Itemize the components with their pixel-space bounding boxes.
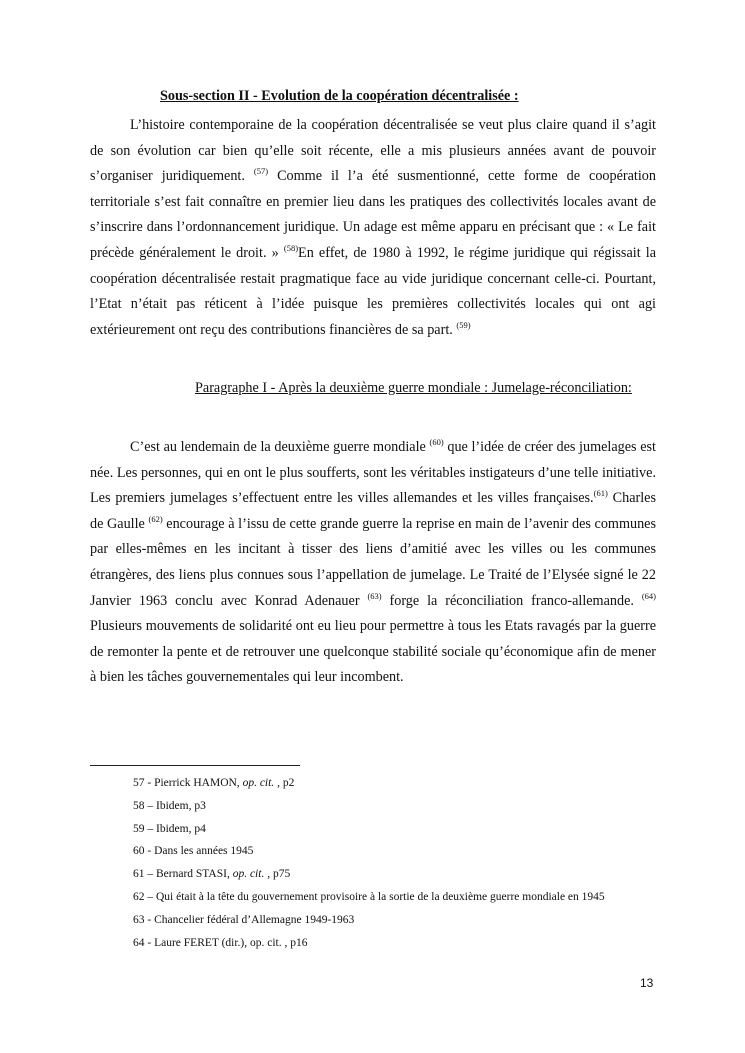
footnote-ref-60[interactable]: (60) [429, 437, 444, 447]
paragraph-text: En effet, de 1980 à 1992, le régime juridique qui régissait la coopération décentralisée restait pragmatique face au vide juridique concernant celle-ci. Pourtant, l’Etat n’était pas réticent à l’idée puisque les premières collectivités locales qui ont agi extérieurement ont reçu des contributions financières de sa part. [90, 244, 657, 338]
footnote-ref-61[interactable]: (61) [593, 488, 608, 499]
footnote-ref-62[interactable]: (62) [148, 513, 163, 524]
footnote-64: 64 - Laure FERET (dir.), op. cit. , p16 [133, 936, 308, 949]
footnote-ref-58[interactable]: (58) [283, 242, 299, 253]
section-heading: Sous-section II - Evolution de la coopération décentralisée : [160, 88, 519, 104]
page-number: 13 [640, 976, 654, 990]
paragraph-text: encourage à l’issu de cette grande guerre la reprise en main de l’avenir des communes par elles-mêmes en les incitant à tisser des liens d’amitié avec les villes ou les communes étrangères, des liens plus connues sous l’appellation de jumelage. Le Traité de l’Elysée signé le 22 Janvier 1963 conclu avec Konrad Adenauer [90, 515, 656, 609]
paragraph-twinning [90, 435, 656, 691]
footnote-60: 60 - Dans les années 1945 [133, 845, 254, 858]
paragraph-text: Charles de Gaulle [90, 490, 656, 532]
paragraph-text: forge la réconciliation franco-allemande. [381, 592, 642, 609]
footnote-ref-59[interactable]: (59) [456, 319, 471, 330]
footnote-ref-63[interactable]: (63) [367, 590, 382, 601]
footnote-divider [90, 765, 300, 766]
footnote-ref-57[interactable]: (57) [253, 166, 269, 177]
footnote-list [133, 772, 605, 954]
footnote-59: 59 – Ibidem, p4 [133, 822, 206, 835]
paragraph-history [90, 113, 656, 343]
paragraph-text: Plusieurs mouvements de solidarité ont eu lieu pour permettre à tous les Etats ravagés par la guerre de remonter la pente et de retrouver une quelconque stabilité sociale qu’économique afin de mener à bien les tâches gouvernementales qui leur incombent. [90, 618, 656, 686]
footnote-61: 61 – Bernard STASI, op. cit. , p75 [133, 868, 291, 881]
paragraph-text: L’histoire contemporaine de la coopération décentralisée se veut plus claire quand il s’agit de son évolution car bien qu’elle soit récente, elle a mis plusieurs années avant de pouvoir s’organiser juridiquement. [90, 117, 656, 185]
paragraph-text: C’est au lendemain de la deuxième guerre mondiale [130, 439, 430, 455]
footnote-63: 63 - Chancelier fédéral d’Allemagne 1949-1963 [133, 913, 355, 926]
footnote-57: 57 - Pierrick HAMON, op. cit. , p2 [133, 777, 295, 789]
subsection-heading: Paragraphe I - Après la deuxième guerre mondiale : Jumelage-réconciliation: [195, 380, 632, 396]
footnote-58: 58 – Ibidem, p3 [133, 799, 206, 812]
paragraph-text: Comme il l’a été susmentionné, cette forme de coopération territoriale s’est fait connaître en premier lieu dans les pratiques des collectivités locales avant de s’inscrire dans l’ordonnancement juridique. Un adage est même apparu en précisant que : « Le fait précède généralement le droit. » [90, 168, 656, 261]
paragraph-text: que l’idée de créer des jumelages est née. Les personnes, qui en ont le plus soufferts, sont les véritables instigateurs d’une telle initiative. Les premiers jumelages s’effectuent entre les villes allemandes et les villes françaises. [90, 439, 656, 507]
footnote-62: 62 – Qui était à la tête du gouvernement provisoire à la sortie de la deuxième guerre mondiale en 1945 [133, 890, 605, 903]
footnote-ref-64[interactable]: (64) [641, 590, 656, 601]
